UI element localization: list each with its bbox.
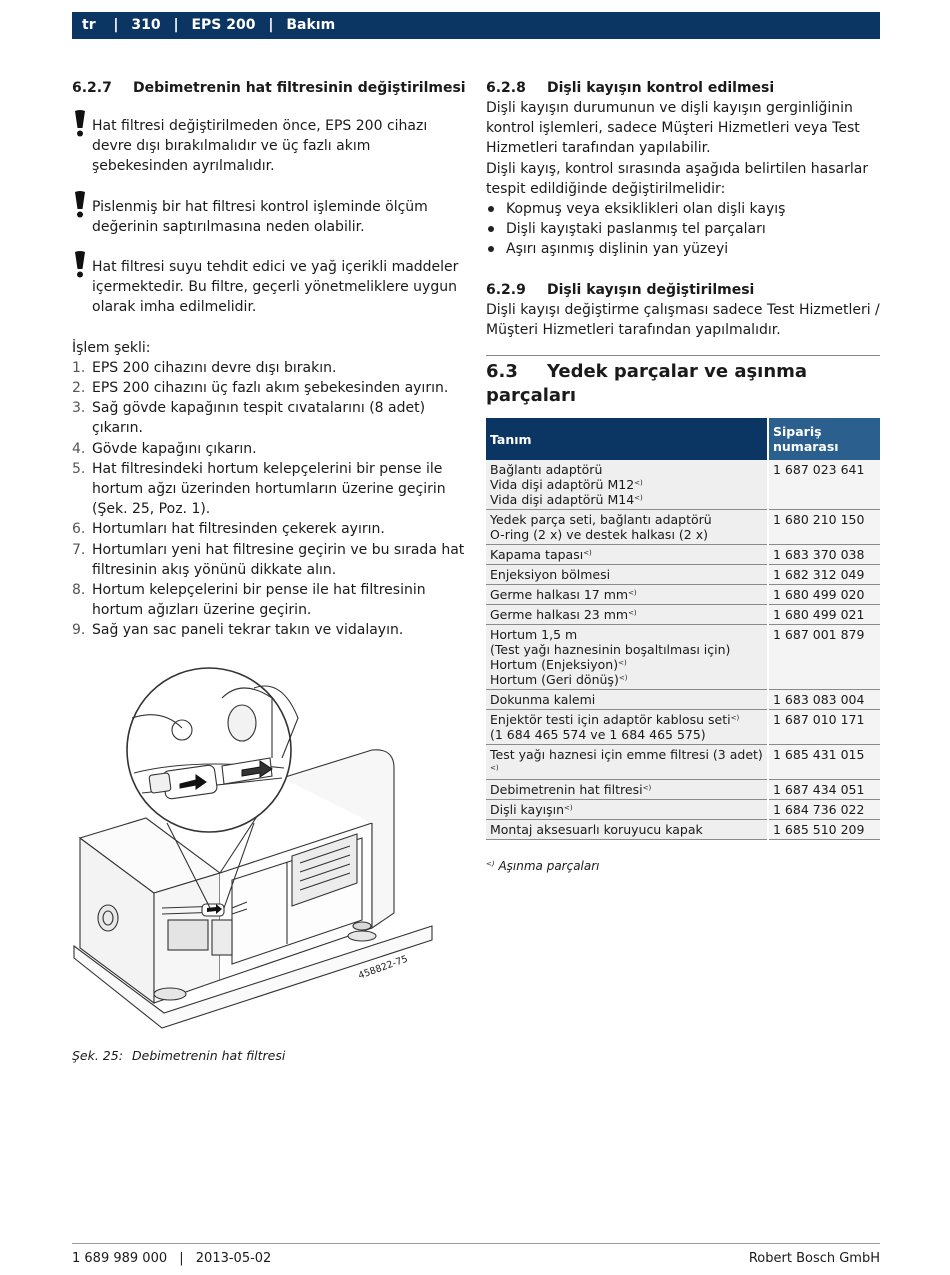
cell-order-number: 1 680 499 020 xyxy=(768,585,880,605)
company-name: Robert Bosch GmbH xyxy=(748,1251,880,1266)
description-line xyxy=(490,607,763,622)
cell-order-number: 1 687 010 171 xyxy=(768,710,880,745)
description-line xyxy=(490,547,763,562)
header-separator: | xyxy=(108,17,119,33)
cell-description xyxy=(486,545,768,565)
cell-order-number: 1 685 510 209 xyxy=(768,820,880,840)
cell-description xyxy=(486,585,768,605)
section-title: Yedek parçalar ve aşınma parçaları xyxy=(486,361,808,407)
cell-order-number: 1 680 210 150 xyxy=(768,510,880,545)
paragraph: Dişli kayışın durumunun ve dişli kayışın gerginliğinin kontrol işlemleri, sadece Müşteri Hizmetleri veya Test Hizmetleri tarafından yapılabilir. xyxy=(486,100,860,157)
section-number: 6.2.9 xyxy=(486,281,526,298)
description-line xyxy=(490,477,763,492)
cell-order-number: 1 687 434 051 xyxy=(768,780,880,800)
description-text: Germe halkası 23 mm xyxy=(490,607,629,623)
section-heading-6-2-9 xyxy=(486,280,880,300)
description-text: Kapama tapası xyxy=(490,547,584,563)
figure-number: Şek. 25: xyxy=(72,1048,123,1063)
cell-description xyxy=(486,605,768,625)
description-text: Bağlantı adaptörü xyxy=(490,462,603,478)
warning-note xyxy=(72,116,467,177)
description-line xyxy=(490,527,763,542)
cell-order-number: 1 680 499 021 xyxy=(768,605,880,625)
list-item xyxy=(72,378,467,398)
list-item-text: Aşırı aşınmış dişlinin yan yüzeyi xyxy=(506,241,729,258)
footnote-mark: <) xyxy=(486,860,495,869)
wear-part-mark: <) xyxy=(730,714,740,723)
description-text: (Test yağı haznesinin boşaltılması için) xyxy=(490,642,731,658)
right-column xyxy=(486,78,880,876)
section-number: 6.2.7 xyxy=(72,80,112,96)
wear-part-mark: <) xyxy=(642,784,652,793)
description-text: O-ring (2 x) ve destek halkası (2 x) xyxy=(490,527,708,543)
step-text: Hortumları yeni hat filtresine geçirin ve bu sırada hat filtresinin akış yönünü dikkate alın. xyxy=(92,541,465,578)
wear-part-mark: <) xyxy=(618,674,628,683)
description-text: Debimetrenin hat filtresi xyxy=(490,782,643,798)
description-line xyxy=(490,822,763,837)
header-separator: | xyxy=(268,17,274,33)
description-line xyxy=(490,512,763,527)
section-heading-6-3 xyxy=(486,355,880,408)
cell-order-number: 1 683 083 004 xyxy=(768,690,880,710)
wear-part-mark: <) xyxy=(618,659,627,668)
column-header-description: Tanım xyxy=(486,418,768,460)
step-text: Hortumları hat filtresinden çekerek ayırın. xyxy=(92,521,385,538)
step-number: 6. xyxy=(72,521,86,538)
cell-description xyxy=(486,780,768,800)
table-row xyxy=(486,745,880,780)
procedure-label: İşlem şekli: xyxy=(72,339,151,356)
step-number: 3. xyxy=(72,400,86,417)
description-text: Test yağı haznesi için emme filtresi (3 adet) xyxy=(490,747,763,763)
step-text: EPS 200 cihazını devre dışı bırakın. xyxy=(92,359,337,376)
cell-description xyxy=(486,510,768,545)
bullet-icon xyxy=(488,226,494,232)
description-line xyxy=(490,657,763,672)
cell-description xyxy=(486,745,768,780)
cell-description xyxy=(486,690,768,710)
section-heading-6-2-8 xyxy=(486,78,880,98)
paragraph: Dişli kayışı değiştirme çalışması sadece Test Hizmetleri / Müşteri Hizmetleri tarafından yapılmalıdır. xyxy=(486,301,880,338)
step-text: Sağ yan sac paneli tekrar takın ve vidalayın. xyxy=(92,622,404,639)
damage-list xyxy=(486,199,880,260)
step-text: Hat filtresindeki hortum kelepçelerini bir pense ile hortum ağzı üzerinden hortumların üzerine geçirin (Şek. 25, Poz. 1). xyxy=(92,460,446,518)
list-item xyxy=(72,519,467,539)
figure-caption xyxy=(72,1048,285,1063)
warning-text: Pislenmiş bir hat filtresi kontrol işleminde ölçüm değerinin saptırılmasına neden olabilir. xyxy=(92,198,428,235)
paragraph: Dişli kayış, kontrol sırasında aşağıda belirtilen hasarlar tespit edildiğinde değiştirilmelidir: xyxy=(486,160,869,197)
section-heading-6-2-7 xyxy=(72,78,467,98)
table-row xyxy=(486,510,880,545)
cell-order-number: 1 682 312 049 xyxy=(768,565,880,585)
cell-description xyxy=(486,565,768,585)
step-number: 8. xyxy=(72,582,86,599)
header-section: Bakım xyxy=(286,17,336,33)
step-number: 9. xyxy=(72,622,86,639)
table-row xyxy=(486,460,880,510)
bullet-icon xyxy=(488,206,494,212)
list-item xyxy=(72,398,467,438)
description-line xyxy=(490,492,763,507)
description-text: Vida dişi adaptörü M12 xyxy=(490,477,635,493)
description-text: Enjeksiyon bölmesi xyxy=(490,567,611,583)
description-text: Dişli kayışın xyxy=(490,802,564,818)
figure-code: 458822-75 xyxy=(356,953,410,982)
procedure-steps xyxy=(72,358,467,641)
table-row xyxy=(486,545,880,565)
list-item xyxy=(486,219,880,239)
warning-text: Hat filtresi suyu tehdit edici ve yağ içerikli maddeler içermektedir. Bu filtre, geçerli yönetmeliklere uygun olarak imha edilmelidir. xyxy=(92,259,459,316)
description-line xyxy=(490,802,763,817)
description-line xyxy=(490,462,763,477)
cell-description xyxy=(486,625,768,690)
header-separator: | xyxy=(173,17,179,33)
step-number: 2. xyxy=(72,380,86,397)
step-number: 1. xyxy=(72,359,86,376)
description-line xyxy=(490,727,763,742)
section-title: Dişli kayışın değiştirilmesi xyxy=(547,281,755,298)
description-line xyxy=(490,692,763,707)
footnote-text: Aşınma parçaları xyxy=(498,859,600,874)
description-line xyxy=(490,712,763,727)
header-language: tr xyxy=(82,17,96,33)
footer-divider xyxy=(72,1243,880,1244)
bullet-icon xyxy=(488,246,494,252)
description-text: Hortum 1,5 m xyxy=(490,627,578,643)
list-item xyxy=(72,459,467,520)
table-row xyxy=(486,605,880,625)
section-title: Debimetrenin hat filtresinin değiştirilmesi xyxy=(133,80,466,96)
footnote xyxy=(486,856,880,876)
wear-part-mark: <) xyxy=(564,804,573,813)
table-row xyxy=(486,820,880,840)
description-text: Hortum (Enjeksiyon) xyxy=(490,657,619,673)
table-row xyxy=(486,625,880,690)
description-text: Dokunma kalemi xyxy=(490,692,596,708)
footer-doc-info xyxy=(72,1251,271,1266)
list-item-text: Dişli kayıştaki paslanmış tel parçaları xyxy=(506,221,766,238)
description-line xyxy=(490,627,763,642)
step-text: Sağ gövde kapağının tespit cıvatalarını (8 adet) çıkarın. xyxy=(92,400,426,437)
wear-part-mark: <) xyxy=(490,764,499,773)
document-number: 1 689 989 000 xyxy=(72,1251,168,1266)
step-text: EPS 200 cihazını üç fazlı akım şebekesinden ayırın. xyxy=(92,380,449,397)
wear-part-mark: <) xyxy=(634,479,643,488)
header-product: EPS 200 xyxy=(191,17,256,33)
cell-order-number: 1 683 370 038 xyxy=(768,545,880,565)
step-number: 7. xyxy=(72,541,86,558)
table-row xyxy=(486,780,880,800)
step-text: Hortum kelepçelerini bir pense ile hat filtresinin hortum ağızları üzerine geçirin. xyxy=(92,582,426,619)
step-number: 4. xyxy=(72,440,86,457)
column-header-order-number: Sipariş numarası xyxy=(768,418,880,460)
document-date: 2013-05-02 xyxy=(195,1251,272,1266)
warning-note xyxy=(72,197,467,237)
cell-order-number: 1 687 001 879 xyxy=(768,625,880,690)
spare-parts-table xyxy=(486,418,880,840)
section-title: Dişli kayışın kontrol edilmesi xyxy=(547,80,775,96)
list-item xyxy=(72,620,467,640)
cell-order-number: 1 684 736 022 xyxy=(768,800,880,820)
step-text: Gövde kapağını çıkarın. xyxy=(92,440,257,457)
cell-order-number: 1 687 023 641 xyxy=(768,460,880,510)
list-item xyxy=(486,239,880,259)
list-item xyxy=(72,358,467,378)
description-line xyxy=(490,782,763,797)
section-number: 6.2.8 xyxy=(486,80,526,96)
left-column xyxy=(72,78,467,641)
description-text: Montaj aksesuarlı koruyucu kapak xyxy=(490,822,703,838)
wear-part-mark: <) xyxy=(634,494,643,503)
figure-title: Debimetrenin hat filtresi xyxy=(132,1048,286,1063)
description-line xyxy=(490,587,763,602)
description-text: Yedek parça seti, bağlantı adaptörü xyxy=(490,512,712,528)
warning-note xyxy=(72,257,467,318)
wear-part-mark: <) xyxy=(628,589,637,598)
list-item xyxy=(72,439,467,459)
description-text: Hortum (Geri dönüş) xyxy=(490,672,619,688)
cell-description xyxy=(486,820,768,840)
warning-exclamation-icon xyxy=(73,110,87,138)
warning-exclamation-icon xyxy=(73,191,87,219)
table-header-row xyxy=(486,418,880,460)
description-text: Enjektör testi için adaptör kablosu seti xyxy=(490,712,731,728)
footer-separator: | xyxy=(179,1251,184,1266)
description-text: (1 684 465 574 ve 1 684 465 575) xyxy=(490,727,706,743)
description-text: Germe halkası 17 mm xyxy=(490,587,629,603)
wear-part-mark: <) xyxy=(628,609,637,618)
description-text: Vida dişi adaptörü M14 xyxy=(490,492,635,508)
page-header xyxy=(72,12,880,39)
header-page-number: 310 xyxy=(131,17,161,33)
cell-description xyxy=(486,800,768,820)
description-line xyxy=(490,747,763,777)
list-item-text: Kopmuş veya eksiklikleri olan dişli kayış xyxy=(506,201,786,218)
description-line xyxy=(490,567,763,582)
table-row xyxy=(486,710,880,745)
table-row xyxy=(486,565,880,585)
description-line xyxy=(490,672,763,687)
table-row xyxy=(486,690,880,710)
step-number: 5. xyxy=(72,460,86,477)
cell-description xyxy=(486,710,768,745)
warning-text: Hat filtresi değiştirilmeden önce, EPS 200 cihazı devre dışı bırakılmalıdır ve üç fazlı akım şebekesinden ayrılmalıdır. xyxy=(92,118,428,175)
list-item xyxy=(486,199,880,219)
table-row xyxy=(486,800,880,820)
description-line xyxy=(490,642,763,657)
warning-exclamation-icon xyxy=(73,251,87,279)
cell-order-number: 1 685 431 015 xyxy=(768,745,880,780)
section-number: 6.3 xyxy=(486,361,518,383)
list-item xyxy=(72,540,467,580)
line-filter-illustration xyxy=(72,658,437,1030)
table-row xyxy=(486,585,880,605)
cell-description xyxy=(486,460,768,510)
list-item xyxy=(72,580,467,620)
wear-part-mark: <) xyxy=(583,549,592,558)
